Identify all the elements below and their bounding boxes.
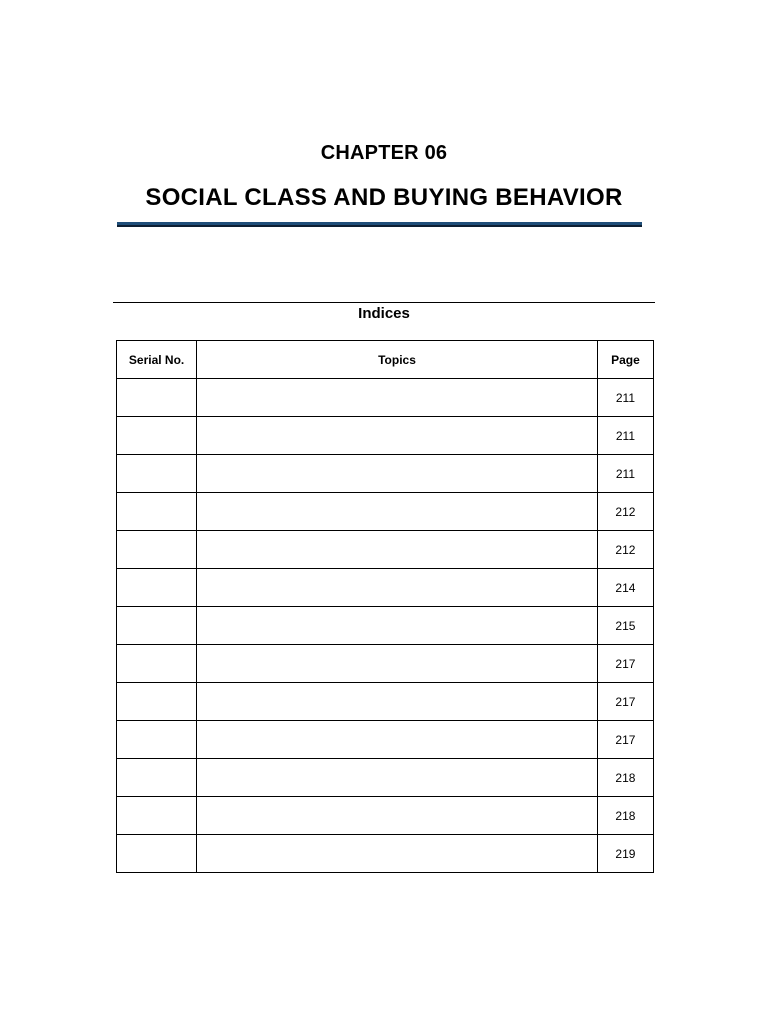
page-cell: 212 [597, 493, 653, 531]
topic-cell [197, 455, 598, 493]
topic-cell [197, 379, 598, 417]
serial-cell [117, 721, 197, 759]
topic-cell [197, 721, 598, 759]
page-cell: 211 [597, 417, 653, 455]
column-header-page: Page [597, 341, 653, 379]
topic-cell [197, 417, 598, 455]
table-row [117, 569, 654, 607]
page-cell: 211 [597, 379, 653, 417]
serial-cell [117, 835, 197, 873]
serial-cell [117, 379, 197, 417]
table-row [117, 379, 654, 417]
chapter-title: SOCIAL CLASS AND BUYING BEHAVIOR [145, 184, 623, 211]
table-row [117, 417, 654, 455]
indices-table [116, 340, 654, 873]
page-cell: 211 [597, 455, 653, 493]
indices-table-body [117, 379, 654, 873]
chapter-label: CHAPTER 06 [320, 142, 448, 164]
topic-cell [197, 683, 598, 721]
topic-cell [197, 607, 598, 645]
page-cell: 218 [597, 759, 653, 797]
indices-heading: Indices [358, 305, 410, 322]
topic-cell [197, 645, 598, 683]
title-underline [117, 222, 642, 227]
topic-cell [197, 493, 598, 531]
table-row [117, 835, 654, 873]
page-cell: 215 [597, 607, 653, 645]
serial-cell [117, 683, 197, 721]
page-cell: 219 [597, 835, 653, 873]
page-cell: 212 [597, 531, 653, 569]
serial-cell [117, 759, 197, 797]
table-row [117, 493, 654, 531]
serial-cell [117, 569, 197, 607]
page-cell: 217 [597, 683, 653, 721]
topic-cell [197, 531, 598, 569]
column-header-topics: Topics [197, 341, 598, 379]
table-row [117, 531, 654, 569]
serial-cell [117, 531, 197, 569]
serial-cell [117, 455, 197, 493]
topic-cell [197, 797, 598, 835]
table-row [117, 607, 654, 645]
table-row [117, 683, 654, 721]
indices-divider [113, 302, 655, 303]
page-cell: 217 [597, 645, 653, 683]
topic-cell [197, 759, 598, 797]
page-cell: 217 [597, 721, 653, 759]
table-row [117, 645, 654, 683]
serial-cell [117, 645, 197, 683]
serial-cell [117, 607, 197, 645]
serial-cell [117, 797, 197, 835]
table-row [117, 759, 654, 797]
page-cell: 218 [597, 797, 653, 835]
table-header-row [117, 341, 654, 379]
serial-cell [117, 493, 197, 531]
column-header-serial: Serial No. [117, 341, 197, 379]
topic-cell [197, 569, 598, 607]
topic-cell [197, 835, 598, 873]
serial-cell [117, 417, 197, 455]
table-row [117, 721, 654, 759]
page-cell: 214 [597, 569, 653, 607]
table-row [117, 797, 654, 835]
table-row [117, 455, 654, 493]
